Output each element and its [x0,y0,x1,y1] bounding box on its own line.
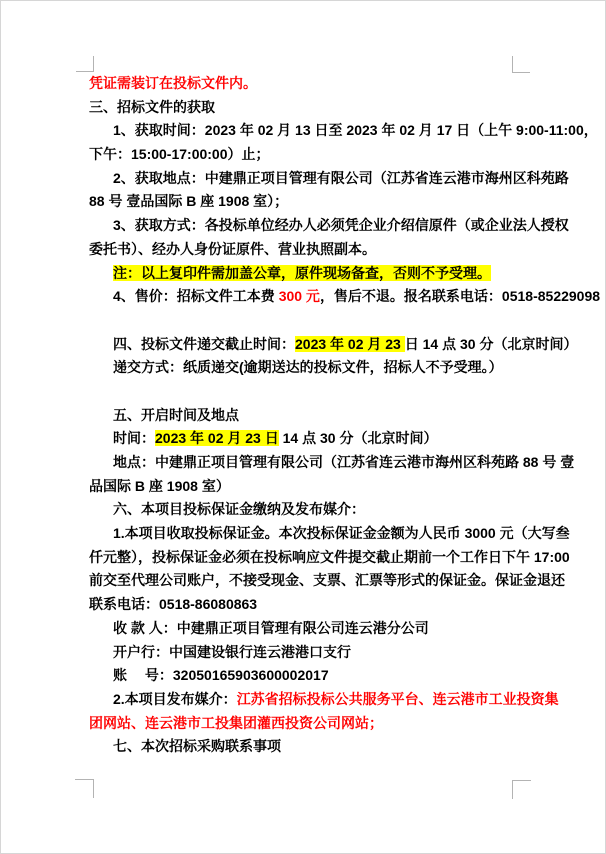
price-line [89,285,601,309]
submission-method-line [89,356,567,380]
text-run: 四、投标文件递交截止时间： [113,335,295,352]
bank-line [89,641,567,665]
text-run: 账 号：32050165903600002017 [113,667,329,684]
text-run: 凭证需装订在投标文件内。 [89,75,257,91]
document-body [89,72,601,759]
text-run: 14 点 30 分（北京时间） [278,430,438,447]
section-5-heading [89,404,567,428]
opening-time-line [89,427,567,451]
deposit-line-3 [89,569,567,593]
text-run: 团网站、连云港市工投集团灌西投资公司网站； [89,714,383,731]
acquisition-place-line-2 [89,190,567,214]
text-run: 仟元整），投标保证金必须在投标响应文件提交截止期前一个工作日下午 17:00 [89,548,570,565]
payee-line [89,617,567,641]
text-run: 收 款 人：中建鼎正项目管理有限公司连云港分公司 [113,619,429,636]
text-run: 品国际 B 座 1908 室） [89,477,230,494]
acquisition-place-line-1 [89,167,567,191]
text-run: 江苏省招标投标公共服务平台、连云港市工业投资集 [236,690,559,707]
deposit-refund-phone-line [89,593,567,617]
text-run: 三、招标文件的获取 [89,98,215,115]
blank-line [89,309,567,333]
section-4-deadline-line [89,333,578,357]
text-run: 3、获取方式：各投标单位经办人必须凭企业介绍信原件（或企业法人授权 [113,217,569,234]
text-run: 五、开启时间及地点 [113,406,239,423]
blank-line [89,380,567,404]
text-run: 2023 年 02 月 23 [295,335,405,352]
binding-requirement-note [89,72,567,96]
text-run: 88 号 壹品国际 B 座 1908 室）； [89,193,289,210]
text-run: 递交方式：纸质递交(逾期送达的投标文件，招标人不予受理。） [113,359,503,376]
acquisition-method-line-2 [89,238,567,262]
section-3-heading [89,96,567,120]
deposit-line-2 [89,546,570,570]
publish-media-line-1 [89,688,567,712]
text-run: ，售后不退。报名联系电话：0518-85229098 [319,288,601,305]
opening-place-line-1 [89,451,575,475]
text-run: 2023 年 02 月 23 日 [155,430,279,447]
stamp-note-highlighted [89,262,567,286]
section-6-heading [89,498,567,522]
deposit-line-1 [89,522,570,546]
margin-crop-mark-top-right [512,56,530,73]
text-run: 六、本项目投标保证金缴纳及发布媒介： [113,501,365,518]
text-run: 地点：中建鼎正项目管理有限公司（江苏省连云港市海州区科苑路 88 号 壹 [113,454,575,470]
text-run: 委托书）、经办人身份证原件、营业执照副本。 [89,240,376,257]
text-run: 日 14 点 30 分（北京时间） [404,335,578,352]
text-run: 时间： [113,430,155,447]
text-run: 2、获取地点：中建鼎正项目管理有限公司（江苏省连云港市海州区科苑路 [113,169,569,186]
text-run: 1、获取时间：2023 年 02 月 13 日至 2023 年 02 月 17 日（上午 9:00-11:00， [113,122,598,139]
text-run: 前交至代理公司账户，不接受现金、支票、汇票等形式的保证金。保证金退还 [89,572,565,589]
acquisition-time-line-1 [89,119,598,143]
text-run: 注：以上复印件需加盖公章，原件现场备查，否则不予受理。 [113,264,491,281]
text-run: 联系电话：0518-86080863 [89,596,258,613]
text-run: 1.本项目收取投标保证金。本次投标保证金金额为人民币 3000 元（大写叁 [113,525,570,542]
section-7-heading [89,735,567,759]
text-run: 4、售价：招标文件工本费 [113,288,279,305]
margin-crop-mark-bottom-right [512,780,531,799]
text-run: 下午：15:00-17:00:00）止； [89,146,270,163]
publish-media-line-2 [89,712,567,736]
text-run: 300 元 [278,288,320,305]
acquisition-method-line-1 [89,214,567,238]
text-run: 开户行：中国建设银行连云港港口支行 [113,643,351,660]
margin-crop-mark-bottom-left [75,779,94,798]
text-run: 七、本次招标采购联系事项 [113,738,281,755]
opening-place-line-2 [89,475,567,499]
text-run: 2.本项目发布媒介： [113,690,237,707]
margin-crop-mark-top-left [76,56,94,72]
account-number-line [89,664,567,688]
acquisition-time-line-2 [89,143,567,167]
